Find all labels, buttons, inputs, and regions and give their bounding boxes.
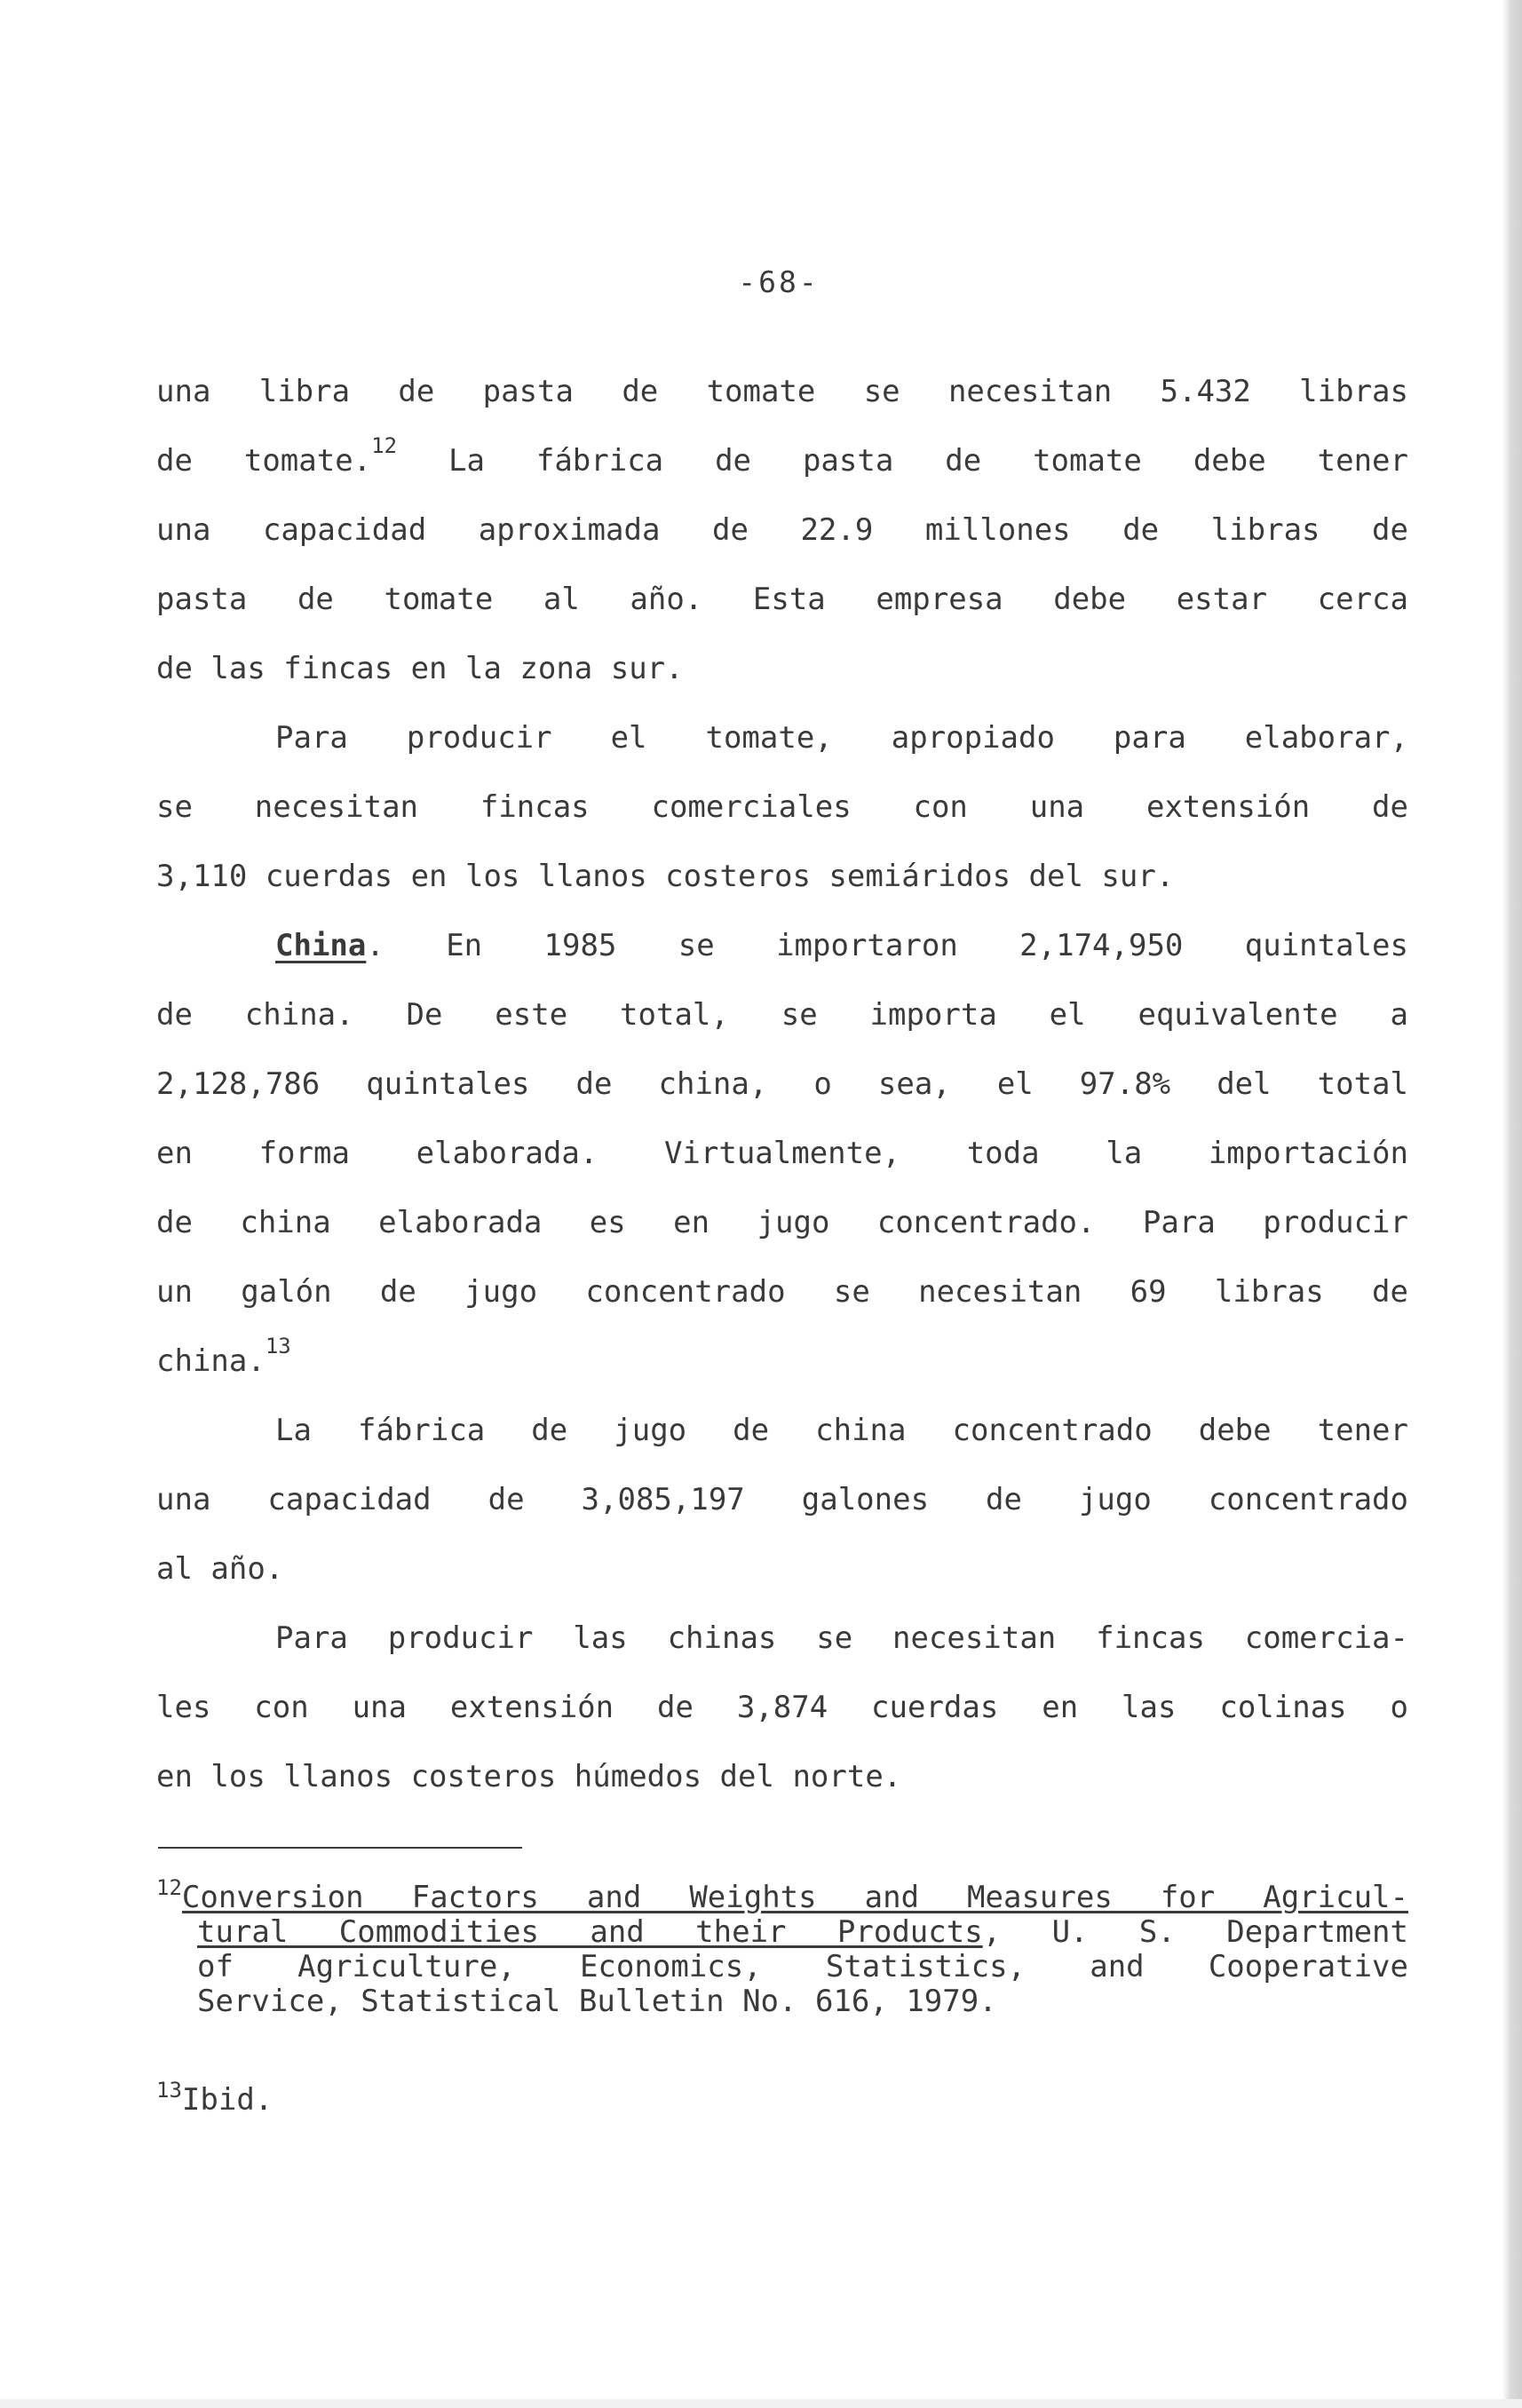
footnote-divider [158, 1847, 522, 1849]
paragraph-1-line-5: de las fincas en la zona sur. [156, 651, 684, 686]
footnote-12-line-1 [156, 1875, 1408, 1915]
footnote-12-line-4: Service, Statistical Bulletin No. 616, 1979. [197, 1984, 997, 2019]
footnotes [156, 1875, 1408, 2118]
paragraph-1-line-2-end: La fábrica de pasta de tomate debe tener [397, 443, 1408, 479]
footnote-12 [156, 1875, 1408, 2019]
paragraph-3-line-1 [156, 911, 1408, 980]
paragraph-2-line-3: 3,110 cuerdas en los llanos costeros semiáridos del sur. [156, 859, 1175, 894]
paragraph-1-line-4: pasta de tomate al año. Esta empresa debe estar cerca [156, 582, 1408, 617]
paragraph-3-line-7-text: china. [156, 1343, 266, 1379]
footnote-13-marker: 13 [156, 2078, 182, 2103]
footnote-12-title-start: Conversion Factors and Weights and Measures for Agricul- [181, 1880, 1408, 1915]
paragraph-3-line-5: de china elaborada es en jugo concentrado. Para producir [156, 1205, 1408, 1240]
paragraph-1-line-2 [156, 426, 1408, 495]
paragraph-1-line-2-start: de tomate. [156, 443, 372, 479]
paragraph-3-line-3: 2,128,786 quintales de china, o sea, el 97.8% del total [156, 1066, 1408, 1102]
paragraph-4-line-1: La fábrica de jugo de china concentrado debe tener [275, 1413, 1408, 1448]
footnote-12-line-2 [156, 1915, 1408, 1950]
footnote-13-text: Ibid. [181, 2082, 273, 2118]
footnote-12-marker: 12 [156, 1875, 182, 1900]
paragraph-3-line-6: un galón de jugo concentrado se necesitan 69 libras de [156, 1274, 1408, 1310]
paragraph-3-line-1-text: . En 1985 se importaron 2,174,950 quintales [366, 928, 1408, 963]
paragraph-1-line-1: una libra de pasta de tomate se necesitan 5.432 libras [156, 374, 1408, 409]
paragraph-4-line-2: una capacidad de 3,085,197 galones de jugo concentrado [156, 1482, 1408, 1517]
paragraph-5-line-3: en los llanos costeros húmedos del norte. [156, 1759, 902, 1794]
paragraph-3-line-4: en forma elaborada. Virtualmente, toda la importación [156, 1136, 1408, 1171]
scan-edge-shadow [1502, 0, 1522, 2408]
section-heading-china: China [275, 928, 367, 963]
paragraph-1-line-3: una capacidad aproximada de 22.9 millones de libras de [156, 512, 1408, 548]
paragraph-5-line-1: Para producir las chinas se necesitan fincas comercia- [275, 1620, 1408, 1656]
paragraph-2-line-1: Para producir el tomate, apropiado para elaborar, [275, 720, 1408, 756]
page-number [0, 265, 1522, 299]
body-text [156, 357, 1408, 1811]
footnote-13 [156, 2078, 1408, 2118]
footnote-13-line [156, 2078, 1408, 2118]
footnote-12-title-end: tural Commodities and their Products [197, 1914, 983, 1950]
paragraph-2-line-2: se necesitan fincas comerciales con una extensión de [156, 789, 1408, 825]
footnote-12-publisher-start: , U. S. Department [982, 1914, 1408, 1950]
footnote-ref-12: 12 [371, 432, 398, 458]
scan-bottom-edge [0, 2399, 1522, 2408]
footnote-12-line-3: of Agriculture, Economics, Statistics, and Cooperative [197, 1949, 1408, 1984]
footnote-ref-13: 13 [265, 1333, 291, 1358]
paragraph-5-line-2: les con una extensión de 3,874 cuerdas en las colinas o [156, 1690, 1408, 1725]
paragraph-4-line-3: al año. [156, 1551, 284, 1587]
page-number-text: -68- [738, 265, 820, 299]
paragraph-3-line-2: de china. De este total, se importa el equivalente a [156, 997, 1408, 1033]
paragraph-3-line-7 [156, 1327, 1408, 1396]
